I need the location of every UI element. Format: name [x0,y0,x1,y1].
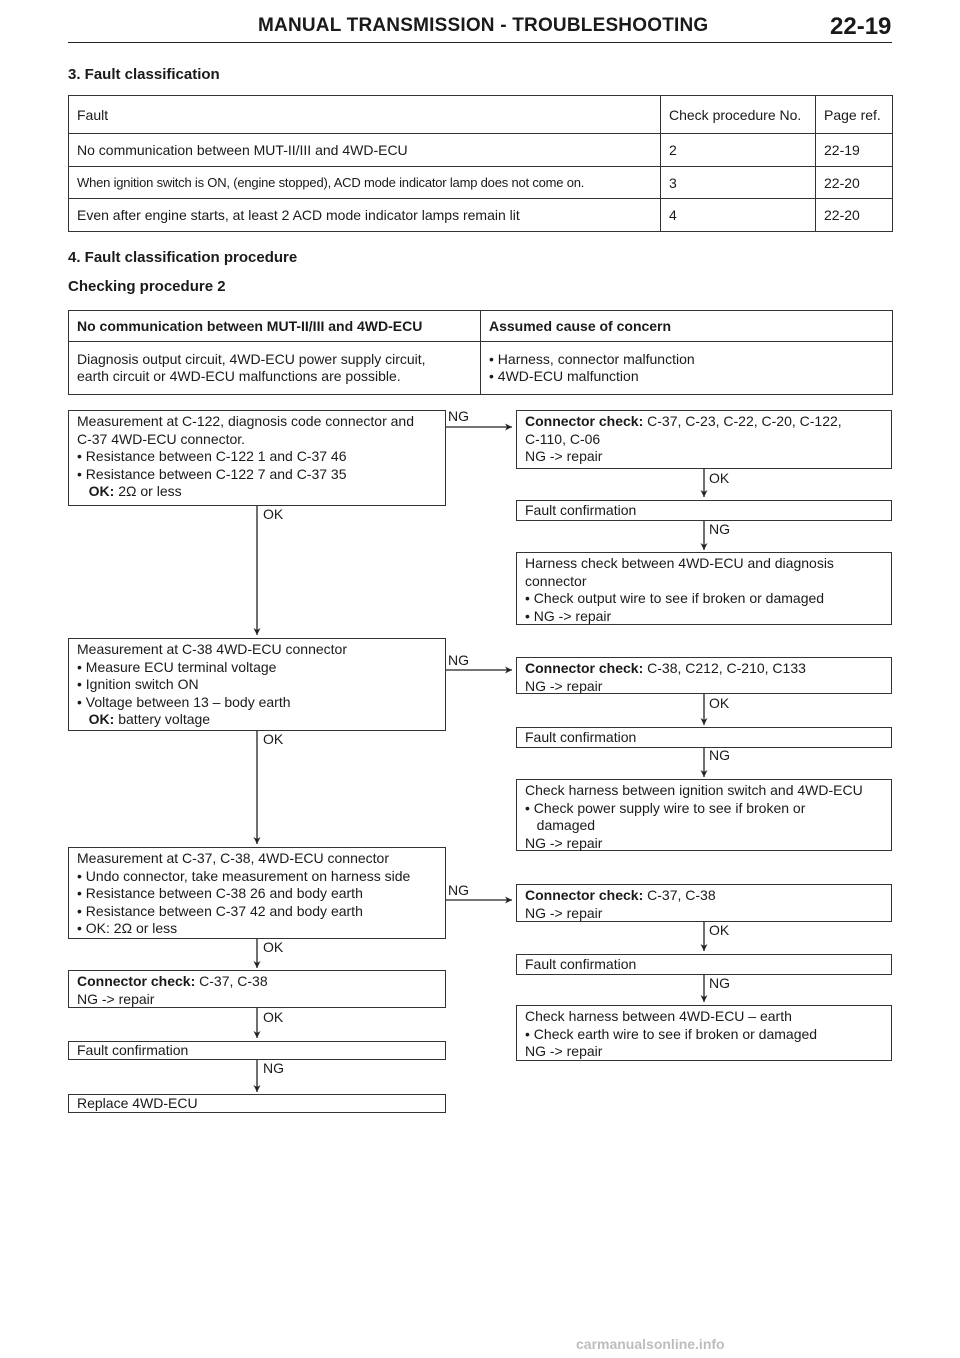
fault-confirmation-box-1: Fault confirmation [516,500,892,521]
header-check-procedure: Check procedure No. [661,96,816,134]
harness-check-box-3: Check harness between 4WD-ECU – earth • Check earth wire to see if broken or damaged NG -> repair [516,1005,892,1061]
label-ng: NG [709,747,730,763]
connector-check-box-1: Connector check: C-37, C-23, C-22, C-20, C-122, C-110, C-06 NG -> repair [516,410,892,469]
label-ok: OK [263,1009,284,1025]
cell-page: 22-20 [816,199,893,232]
cell-procedure: 4 [661,199,816,232]
label-ng: NG [263,1060,284,1076]
label-ng: NG [448,408,469,424]
concern-symptom-text: Diagnosis output circuit, 4WD-ECU power supply circuit, earth circuit or 4WD-ECU malfunctions are possible. [69,342,481,395]
cell-fault: When ignition switch is ON, (engine stopped), ACD mode indicator lamp does not come on. [69,167,661,199]
label-ok: OK [709,922,730,938]
label-ok: OK [709,695,730,711]
label-ok: OK [709,470,730,486]
label-ng: NG [448,882,469,898]
connector-check-box-3: Connector check: C-37, C-38 NG -> repair [516,884,892,922]
label-ok: OK [263,939,284,955]
concern-cause-text: • Harness, connector malfunction • 4WD-ECU malfunction [481,342,893,395]
cell-page: 22-19 [816,134,893,167]
fault-confirmation-box-4: Fault confirmation [68,1041,446,1060]
checking-procedure-heading: Checking procedure 2 [68,278,226,295]
measurement-box-2: Measurement at C-38 4WD-ECU connector • Measure ECU terminal voltage • Ignition switch ON • Voltage between 13 – body earth OK: battery voltage [68,638,446,731]
label-ok: OK [263,731,284,747]
concern-header-symptom: No communication between MUT-II/III and 4WD-ECU [69,311,481,342]
cell-fault: Even after engine starts, at least 2 ACD mode indicator lamps remain lit [69,199,661,232]
page-header-title: MANUAL TRANSMISSION - TROUBLESHOOTING [258,15,709,36]
label-ng: NG [448,652,469,668]
section-3-heading: 3. Fault classification [68,66,220,83]
cell-fault: No communication between MUT-II/III and 4WD-ECU [69,134,661,167]
harness-check-box-2: Check harness between ignition switch and 4WD-ECU • Check power supply wire to see if broken or damaged NG -> repair [516,779,892,851]
watermark: carmanualsonline.info [576,1336,725,1352]
harness-check-box-1: Harness check between 4WD-ECU and diagnosis connector • Check output wire to see if broken or damaged • NG -> repair [516,552,892,625]
cell-page: 22-20 [816,167,893,199]
header-page-ref: Page ref. [816,96,893,134]
header-fault: Fault [69,96,661,134]
label-ok: OK [263,506,284,522]
connector-check-box-4: Connector check: C-37, C-38 NG -> repair [68,970,446,1008]
cell-procedure: 3 [661,167,816,199]
connector-check-box-2: Connector check: C-38, C212, C-210, C133 NG -> repair [516,657,892,694]
label-ng: NG [709,521,730,537]
measurement-box-3: Measurement at C-37, C-38, 4WD-ECU connector • Undo connector, take measurement on harness side • Resistance between C-38 26 and body earth • Resistance between C-37 42 and body earth • OK: 2Ω or less [68,847,446,939]
section-4-heading: 4. Fault classification procedure [68,249,298,266]
label-ng: NG [709,975,730,991]
page-number: 22-19 [830,13,892,40]
measurement-box-1: Measurement at C-122, diagnosis code connector and C-37 4WD-ECU connector. • Resistance between C-122 1 and C-37 46 • Resistance between C-122 7 and C-37 35 OK: 2Ω or less [68,410,446,506]
replace-ecu-box: Replace 4WD-ECU [68,1094,446,1113]
fault-confirmation-box-2: Fault confirmation [516,727,892,748]
cell-procedure: 2 [661,134,816,167]
concern-header-cause: Assumed cause of concern [481,311,893,342]
fault-confirmation-box-3: Fault confirmation [516,954,892,975]
